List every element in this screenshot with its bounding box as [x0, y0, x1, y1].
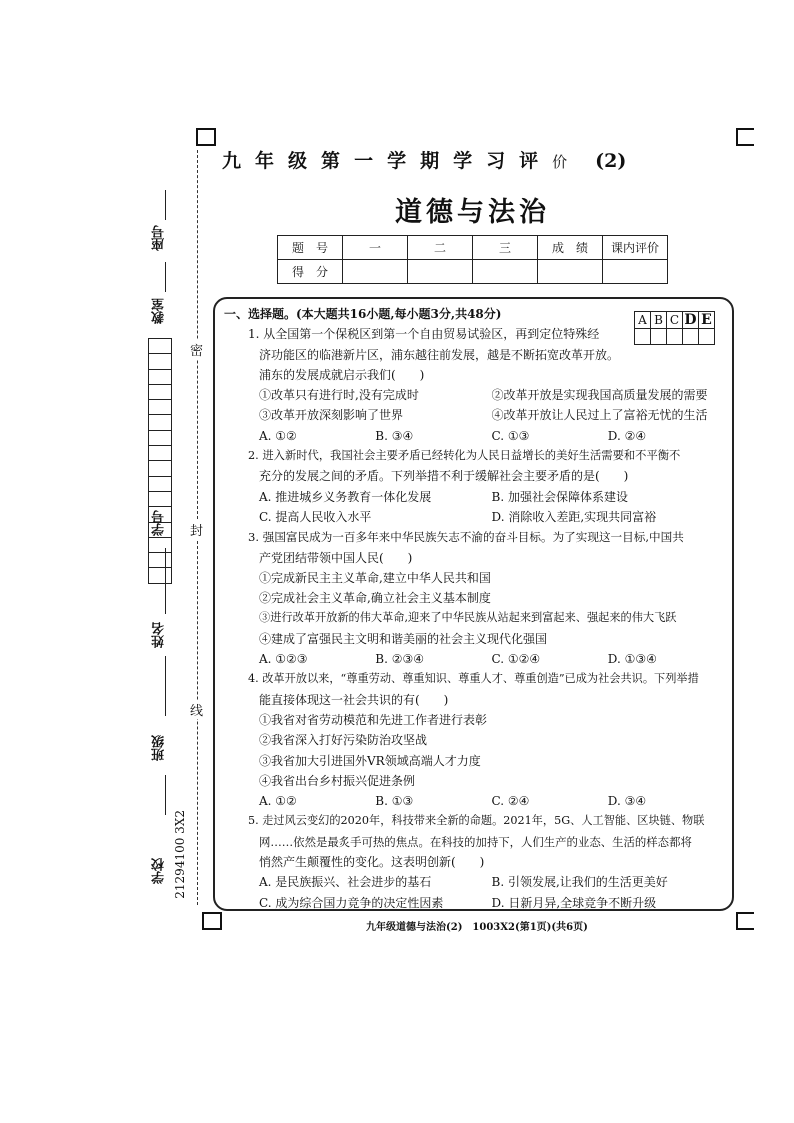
question-2-stem: 2. 进入新时代，我国社会主要矛盾已经转化为人民日益增长的美好生活需要和不平衡不 [248, 449, 681, 463]
id-grid[interactable] [148, 338, 172, 584]
seat-label: 座号 [152, 225, 167, 251]
exam-subtitle: 九 年 级 第 一 学 期 学 习 评 价 (2) [222, 150, 627, 172]
seal-mi: 密 [190, 340, 203, 359]
score-table [277, 235, 668, 284]
questions-section: 一、选择题。(本大题共16小题,每小题3分,共48分) 1. 从全国第一个保税区到第一个自由贸易试验区，再到定位特殊经 济功能区的临港新片区，浦东越往前发展，越是不断拓宽改革开放。 浦东的发展成就启示我们( ) ①改革只有进行时,没有完成时 ②改革开放是实现我国高质量发展的需要 ③改革开放深刻影响了世界 ④改革开放让人民过上了富裕无忧的生活 A. ①② B. ③④ C. ①③ D. ②④ 2. 进入新时代，我国社会主要矛盾已经转化为人民日益增长的美好生活需要和不平衡不 充分的发展之间的矛盾。下列举措不利于缓解社会主要矛盾的是( ) A. 推进城乡义务教育一体化发展 B. 加强社会保障体系建设 C. 提高人民收入水平 D. 消除收入差距,实现共同富裕 3. 强国富民成为一百多年来中华民族矢志不渝的奋斗目标。为了实现这一目标,中国共 产党团结带领中国人民( ) ①完成新民主主义革命,建立中华人民共和国 ②完成社会主义革命,确立社会主义基本制度 ③进行改革开放新的伟大革命,迎来了中华民族从站起来到富起来、强起来的伟大飞跃 ④建成了富强民主文明和谐美丽的社会主义现代化强国 A. ①②③ B. ②③④ C. ①②④ D. ①③④ 4. 改革开放以来，“尊重劳动、尊重知识、尊重人才、尊重创造”已成为社会共识。下列举措 能直接体现这一社会共识的有( ) ①我省对省劳动模范和先进工作者进行表彰 ②我省深入打好污染防治攻坚战 ③我省加大引进国外VR领域高端人才力度 ④我省出台乡村振兴促进条例 A. ①② B. ①③ C. ②④ D. ③④ 5. 走过风云变幻的2020年，科技带来全新的命题。2021年，5G、人工智能、区块链、物联 网……依然是最炙手可热的焦点。在科技的加持下，人们生产的业态、生活的样态都将 悄然产生颠覆性的变化。这表明创新( ) A. 是民族振兴、社会进步的基石 B. 引领发展,让我们的生活更美好 C. 成为综合国力竞争的决定性因素 D. 日新月异,全球竞争不断升级 [224, 304, 724, 913]
school-label: 学校 [152, 858, 167, 884]
name-line [165, 548, 166, 614]
class-line [165, 775, 166, 815]
score-table-score-row: 得 分 [278, 260, 668, 284]
answer-option-box: A B C D E [634, 311, 715, 345]
corner-mark-top-right [736, 128, 754, 146]
name-label: 姓名 [152, 622, 167, 648]
page-title: 道德与法治 [395, 197, 550, 228]
section-heading: 一、选择题。(本大题共16小题,每小题3分,共48分) [224, 307, 502, 321]
seat-line [165, 190, 166, 220]
student-code: 21294100 3X2 [173, 810, 187, 899]
question-3-stem: 3. 强国富民成为一百多年来中华民族矢志不渝的奋斗目标。为了实现这一目标,中国共 [248, 530, 684, 545]
question-5-stem: 5. 走过风云变幻的2020年，科技带来全新的命题。2021年，5G、人工智能、区块链、物联 [248, 814, 705, 828]
question-4-stem: 4. 改革开放以来，“尊重劳动、尊重知识、尊重人才、尊重创造”已成为社会共识。下列举措 [248, 672, 699, 686]
question-4-options: A. ①② B. ①③ C. ②④ D. ③④ [259, 794, 647, 809]
corner-mark-bottom-left [202, 912, 222, 930]
seal-xian: 线 [190, 700, 203, 719]
question-5-options: A. 是民族振兴、社会进步的基石 B. 引领发展,让我们的生活更美好 [259, 875, 668, 890]
question-1-options: A. ①② B. ③④ C. ①③ D. ②④ [259, 428, 647, 443]
seal-feng: 封 [190, 520, 203, 539]
corner-mark-bottom-right [736, 912, 754, 930]
student-id-label: 学号 [152, 510, 167, 536]
class-label: 班级 [152, 735, 167, 761]
corner-mark-top-left [196, 128, 216, 146]
question-3-options: A. ①②③ B. ②③④ C. ①②④ D. ①③④ [259, 652, 657, 667]
page-footer: 九年级道德与法治(2) 1003X2(第1页)(共6页) [366, 922, 588, 933]
name-line-lower [165, 656, 166, 716]
seat-line-lower [165, 262, 166, 292]
question-1-statements: ①改革只有进行时,没有完成时 ②改革开放是实现我国高质量发展的需要 [259, 388, 708, 403]
classroom-label: 教室 [152, 298, 167, 324]
score-table-header-row: 题 号 一 二 三 成 绩 课内评价 [278, 236, 668, 260]
question-2-options: A. 推进城乡义务教育一体化发展 B. 加强社会保障体系建设 [259, 489, 628, 504]
question-1-stem: 1. 从全国第一个保税区到第一个自由贸易试验区，再到定位特殊经 [248, 327, 600, 342]
